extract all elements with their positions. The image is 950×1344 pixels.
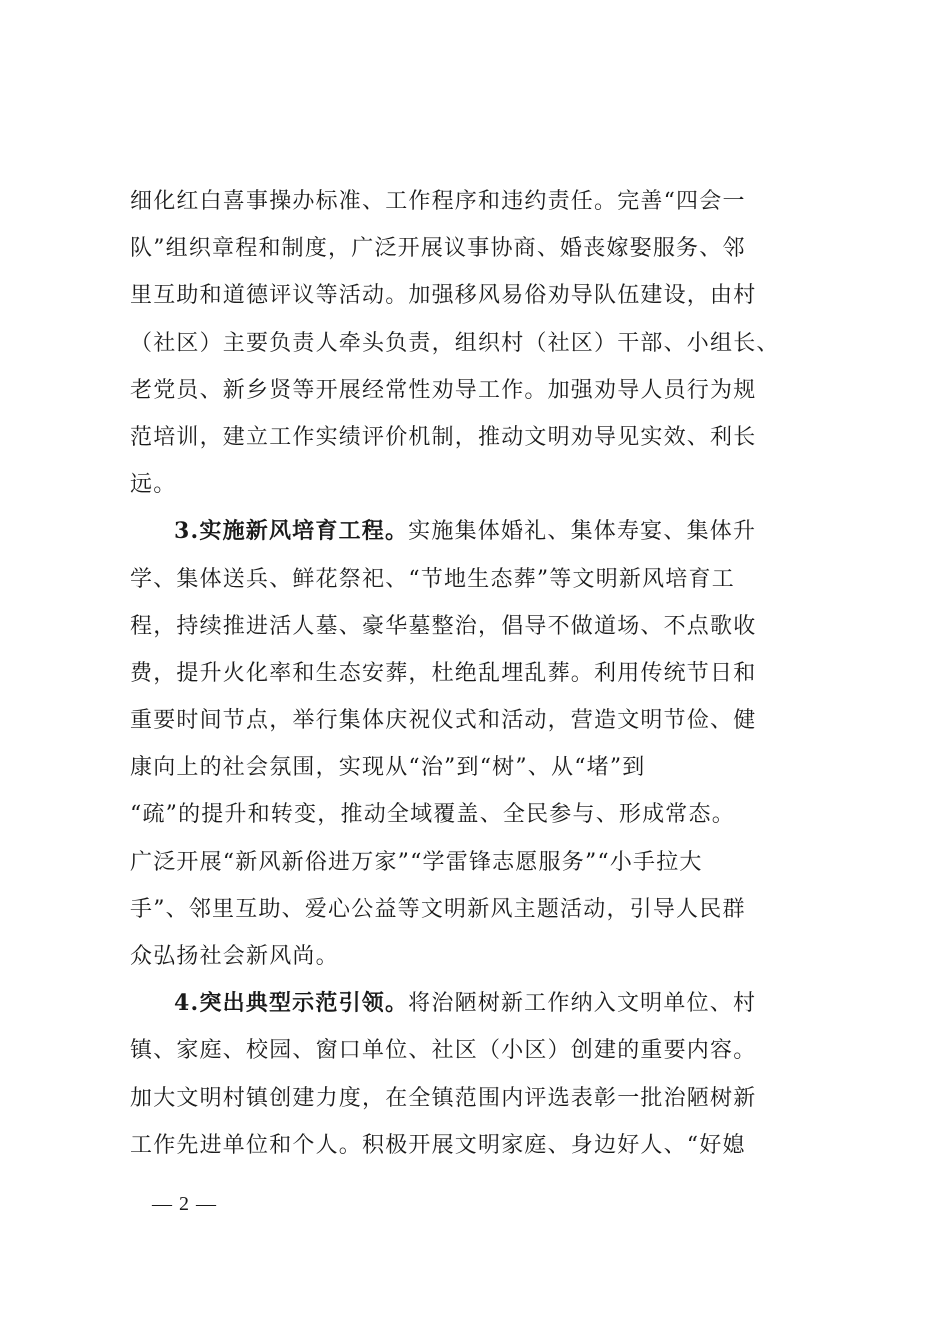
body-text — [130, 178, 830, 1169]
text-line: 老党员、新乡贤等开展经常性劝导工作。加强劝导人员行为规 — [130, 377, 757, 403]
text-line: 重要时间节点，举行集体庆祝仪式和活动，营造文明节俭、健 — [130, 708, 757, 734]
text-line: 镇、家庭、校园、窗口单位、社区（小区）创建的重要内容。 — [130, 1038, 757, 1064]
text-line: 细化红白喜事操办标准、工作程序和违约责任。完善“四会一 — [130, 189, 746, 214]
text-line: 广泛开展“新风新俗进万家”“学雷锋志愿服务”“小手拉大 — [130, 849, 703, 875]
text-line: 程，持续推进活人墓、豪华墓整治，倡导不做道场、不点歌收 — [130, 613, 757, 639]
text-line: 范培训，建立工作实绩评价机制，推动文明劝导见实效、利长 — [130, 424, 757, 450]
text-line: 远。 — [130, 472, 177, 498]
section-heading-3: 3.实施新风培育工程。 — [174, 518, 409, 545]
text-line: 众弘扬社会新风尚。 — [130, 944, 339, 969]
section-heading-4: 4.突出典型示范引领。 — [174, 990, 409, 1017]
text-line: 康向上的社会氛围，实现从“治”到“树”、从“堵”到 — [130, 755, 646, 781]
text-line: 手”、邻里互助、爱心公益等文明新风主题活动，引导人民群 — [130, 896, 746, 922]
page-number: — 2 — — [152, 1193, 217, 1215]
text-line: 费，提升火化率和生态安葬，杜绝乱埋乱葬。利用传统节日和 — [130, 660, 757, 686]
text-line: 学、集体送兵、鲜花祭祀、“节地生态葬”等文明新风培育工 — [130, 566, 735, 592]
text-segment: 将治陋树新工作纳入文明单位、村 — [408, 991, 757, 1017]
paragraph-3-first-line — [130, 508, 830, 555]
text-line: 队”组织章程和制度，广泛开展议事协商、婚丧嫁娶服务、邻 — [130, 236, 746, 262]
text-line: “疏”的提升和转变，推动全域覆盖、全民参与、形成常态。 — [130, 802, 735, 828]
text-line: 工作先进单位和个人。积极开展文明家庭、身边好人、“好媳 — [130, 1132, 746, 1158]
text-segment: 实施集体婚礼、集体寿宴、集体升 — [408, 519, 757, 545]
text-line: （社区）主要负责人牵头负责，组织村（社区）干部、小组长、 — [130, 330, 780, 356]
text-line: 里互助和道德评议等活动。加强移风易俗劝导队伍建设，由村 — [130, 283, 757, 309]
paragraph-4-first-line — [130, 980, 830, 1027]
text-line: 加大文明村镇创建力度，在全镇范围内评选表彰一批治陋树新 — [130, 1085, 757, 1111]
